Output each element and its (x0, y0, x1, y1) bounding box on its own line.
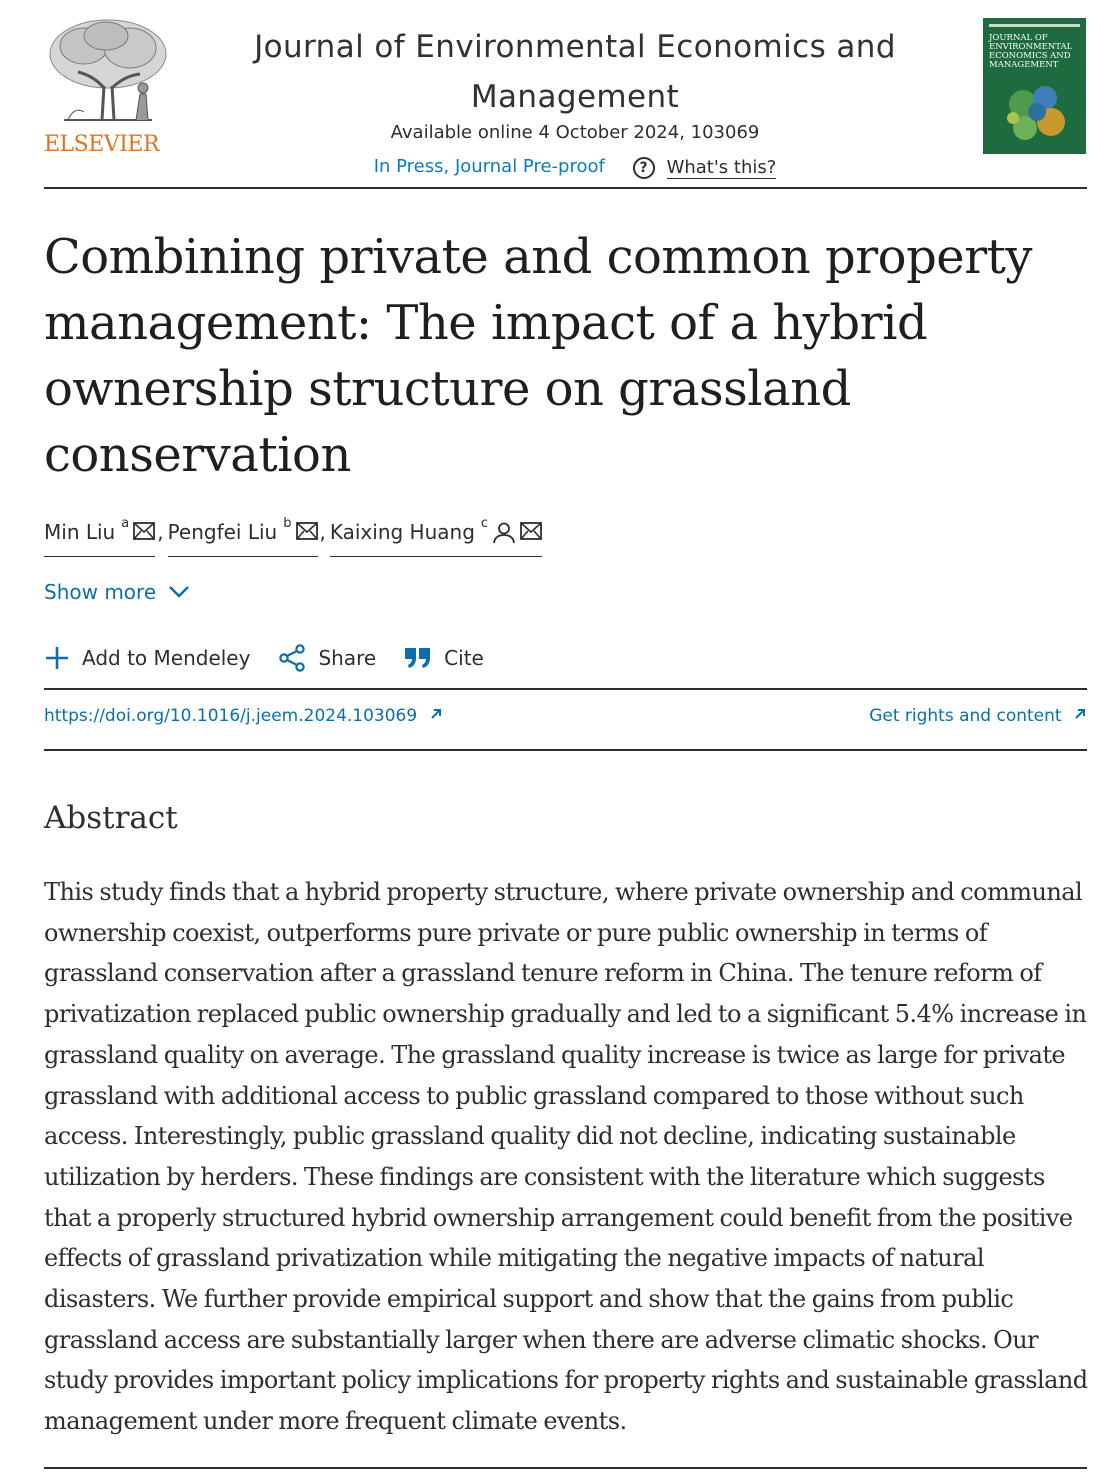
author-kaixing-huang[interactable] (330, 514, 542, 557)
article-title: Combining private and common property management: The impact of a hybrid ownership structure on grassland conservation (44, 229, 1033, 483)
get-rights-link[interactable] (869, 706, 1087, 726)
author-list (44, 514, 542, 550)
cover-top-bar (989, 24, 1080, 27)
available-online: Available online 4 October 2024, 103069 (390, 122, 760, 143)
status-link[interactable]: In Press, Journal Pre-proof (373, 156, 605, 177)
author-affiliation: a (121, 516, 130, 531)
share-icon (278, 644, 306, 672)
person-icon (492, 522, 516, 544)
doi-link[interactable] (44, 706, 443, 726)
journal-cover-image[interactable] (983, 18, 1086, 154)
author-pengfei-liu[interactable] (168, 514, 318, 557)
doi-divider (44, 749, 1087, 751)
whats-this-button[interactable] (633, 157, 777, 179)
share-button[interactable] (278, 644, 376, 672)
mail-icon (520, 522, 542, 540)
author-affiliation: b (283, 516, 292, 531)
author-separator: , (157, 520, 164, 544)
abstract-text: This study finds that a hybrid property structure, where private ownership and communal ownership coexist, outperforms pure private or pure public ownership in terms of grassland conservation after a grassland tenure reform in China. The tenure reform of privatization replaced public ownership gradually and led to a significant 5.4% increase in grassland quality on average. The grassland quality increase is twice as large for private grassland with additional access to public grassland compared to those without such access. Interestingly, public grassland quality did not decline, indicating sustainable utilization by herders. These findings are consistent with the literature which suggests that a properly structured hybrid ownership arrangement could benefit from the positive effects of grassland privatization while mitigating the negative impacts of natural disasters. We further provide empirical support and show that the gains from public grassland access are substantially larger when there are adverse climatic shocks. Our study provides important policy implications for property rights and sustainable grassland management under more frequent climate events. (44, 878, 1088, 1436)
mail-icon (133, 522, 155, 540)
mail-icon (296, 522, 318, 540)
plus-icon (44, 645, 70, 671)
elsevier-logo[interactable] (44, 16, 172, 162)
doi-row (44, 706, 1087, 734)
share-label: Share (318, 646, 377, 670)
show-more-label: Show more (44, 580, 157, 604)
cite-label: Cite (444, 646, 484, 670)
add-to-mendeley-label: Add to Mendeley (82, 646, 251, 670)
author-name: Min Liu (44, 520, 116, 544)
quote-icon (404, 646, 432, 670)
external-link-icon (429, 707, 443, 721)
external-link-icon (1073, 707, 1087, 721)
add-to-mendeley-button[interactable] (44, 645, 250, 671)
show-more-button[interactable] (44, 580, 190, 604)
cover-title: JOURNAL OF ENVIRONMENTAL ECONOMICS AND MANAGEMENT (989, 33, 1073, 70)
whats-this-label: What's this? (666, 157, 777, 178)
journal-header (0, 0, 1101, 190)
author-name: Kaixing Huang (329, 520, 475, 544)
doi-text: https://doi.org/10.1016/j.jeem.2024.103069 (44, 706, 418, 726)
header-divider (44, 187, 1087, 189)
get-rights-text: Get rights and content (869, 706, 1062, 726)
abstract-heading: Abstract (44, 800, 178, 836)
question-circle-icon: ? (633, 157, 655, 179)
cite-button[interactable] (404, 646, 484, 670)
author-min-liu[interactable] (44, 514, 155, 557)
author-name: Pengfei Liu (167, 520, 278, 544)
status-row (200, 156, 950, 179)
elsevier-wordmark: ELSEVIER (44, 132, 160, 157)
chevron-down-icon (168, 585, 190, 599)
article-actions (44, 640, 512, 676)
elsevier-tree-icon (44, 16, 172, 128)
actions-divider (44, 688, 1087, 690)
cover-recycle-art-icon (993, 78, 1079, 152)
author-affiliation: c (480, 516, 489, 531)
journal-title[interactable]: Journal of Environmental Economics and Management (254, 29, 896, 115)
author-separator: , (319, 520, 326, 544)
abstract-divider (44, 1467, 1087, 1469)
